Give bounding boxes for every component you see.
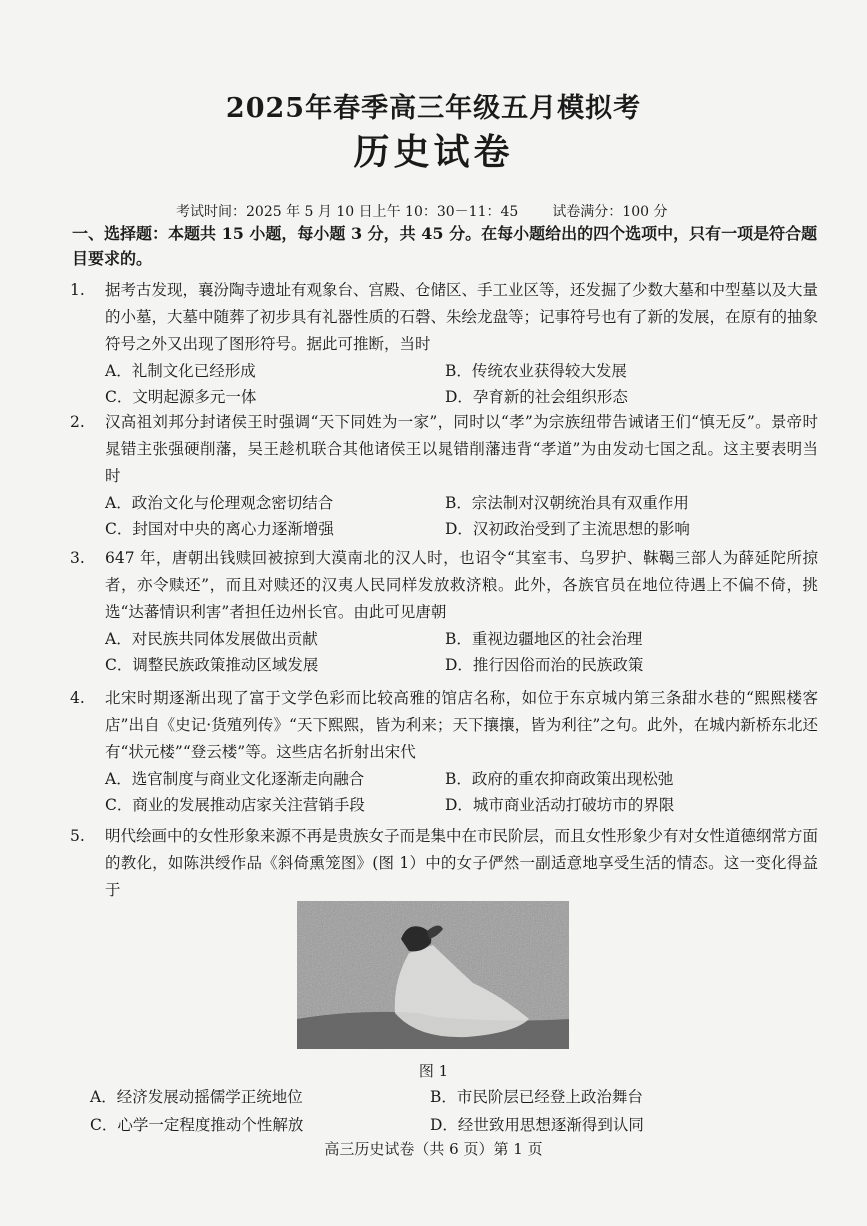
painting-image <box>297 901 569 1049</box>
question-number: 3. <box>70 549 85 567</box>
option-a: A．经济发展动摇儒学正统地位 <box>90 1088 303 1106</box>
question-5-options <box>90 1083 790 1139</box>
option-c: C．心学一定程度推动个性解放 <box>90 1116 304 1134</box>
option-c: C．文明起源多元一体 <box>105 388 257 406</box>
option-c: C．封国对中央的离心力逐渐增强 <box>105 520 334 538</box>
question-stem: 明代绘画中的女性形象来源不再是贵族女子而是集中在市民阶层，而且女性形象少有对女性道德纲常方面的教化，如陈洪绶作品《斜倚熏笼图》(图 1）中的女子俨然一副适意地享受生活的情态。这一变化得益于 <box>105 827 819 899</box>
question-stem: 北宋时期逐渐出现了富于文学色彩而比较高雅的馆店名称，如位于东京城内第三条甜水巷的“熙熙楼客店”出自《史记·货殖列传》“天下熙熙，皆为利来；天下攘攘，皆为利往”之句。此外，在城内新桥东北还有“状元楼”“登云楼”等。这些店名折射出宋代 <box>105 689 818 761</box>
option-c: C．调整民族政策推动区域发展 <box>105 656 319 674</box>
page-footer: 高三历史试卷（共 6 页）第 1 页 <box>324 1140 543 1158</box>
option-b: B．市民阶层已经登上政治舞台 <box>430 1088 643 1106</box>
painting-figure <box>297 901 569 1049</box>
option-a: A．对民族共同体发展做出贡献 <box>105 630 318 648</box>
question-options <box>105 766 818 818</box>
question-stem: 汉高祖刘邦分封诸侯王时强调“天下同姓为一家”，同时以“孝”为宗族纽带告诫诸王们“慎无反”。景帝时晁错主张强硬削藩，吴王趁机联合其他诸侯王以晁错削藩违背“孝道”为由发动七国之乱。这主要表明当时 <box>105 413 818 485</box>
option-d: D．汉初政治受到了主流思想的影响 <box>445 520 690 538</box>
question-options <box>105 626 818 678</box>
option-b: B．重视边疆地区的社会治理 <box>445 630 643 648</box>
option-a: A．选官制度与商业文化逐渐走向融合 <box>105 770 365 788</box>
question-number: 1. <box>70 281 85 299</box>
question-options <box>105 358 818 410</box>
question-number: 5. <box>70 827 85 845</box>
option-a: A．政治文化与伦理观念密切结合 <box>105 494 334 512</box>
option-b: B．传统农业获得较大发展 <box>445 362 627 380</box>
question-1 <box>70 277 818 410</box>
option-d: D．经世致用思想逐渐得到认同 <box>430 1116 644 1134</box>
question-stem: 647 年，唐朝出钱赎回被掠到大漠南北的汉人时，也诏令“其室韦、乌罗护、靺鞨三部人为薛延陀所掠者，亦令赎还”，而且对赎还的汉夷人民同样发放救济粮。此外，各族官员在地位待遇上不偏不倚，挑选“达蕃情识利害”者担任边州长官。由此可见唐朝 <box>105 549 818 621</box>
question-options <box>105 490 818 542</box>
full-score: 试卷满分：100 分 <box>552 204 668 220</box>
section-heading: 一、选择题：本题共 15 小题，每小题 3 分，共 45 分。在每小题给出的四个选项中，只有一项是符合题目要求的。 <box>72 224 818 268</box>
option-c: C．商业的发展推动店家关注营销手段 <box>105 796 365 814</box>
question-number: 2. <box>70 413 85 431</box>
figure-caption: 图 1 <box>418 1062 449 1080</box>
exam-info <box>176 201 667 221</box>
exam-time: 考试时间：2025 年 5 月 10 日上午 10：30－11：45 <box>176 204 519 220</box>
option-a: A．礼制文化已经形成 <box>105 362 256 380</box>
exam-title: 2025年春季高三年级五月模拟考 <box>225 93 642 124</box>
question-2 <box>70 409 818 542</box>
option-d: D．推行因俗而治的民族政策 <box>445 656 644 674</box>
question-3 <box>70 545 818 678</box>
option-b: B．宗法制对汉朝统治具有双重作用 <box>445 494 689 512</box>
option-d: D．城市商业活动打破坊市的界限 <box>445 796 675 814</box>
question-stem: 据考古发现，襄汾陶寺遗址有观象台、宫殿、仓储区、手工业区等，还发掘了少数大墓和中型墓以及大量的小墓，大墓中随葬了初步具有礼器性质的石磬、朱绘龙盘等；记事符号也有了新的发展，在原有的抽象符号之外又出现了图形符号。据此可推断，当时 <box>105 281 819 353</box>
subject-title: 历史试卷 <box>353 131 514 173</box>
question-5 <box>70 823 818 904</box>
option-b: B．政府的重农抑商政策出现松弛 <box>445 770 674 788</box>
question-number: 4. <box>70 689 85 707</box>
question-4 <box>70 685 818 818</box>
option-d: D．孕育新的社会组织形态 <box>445 388 628 406</box>
